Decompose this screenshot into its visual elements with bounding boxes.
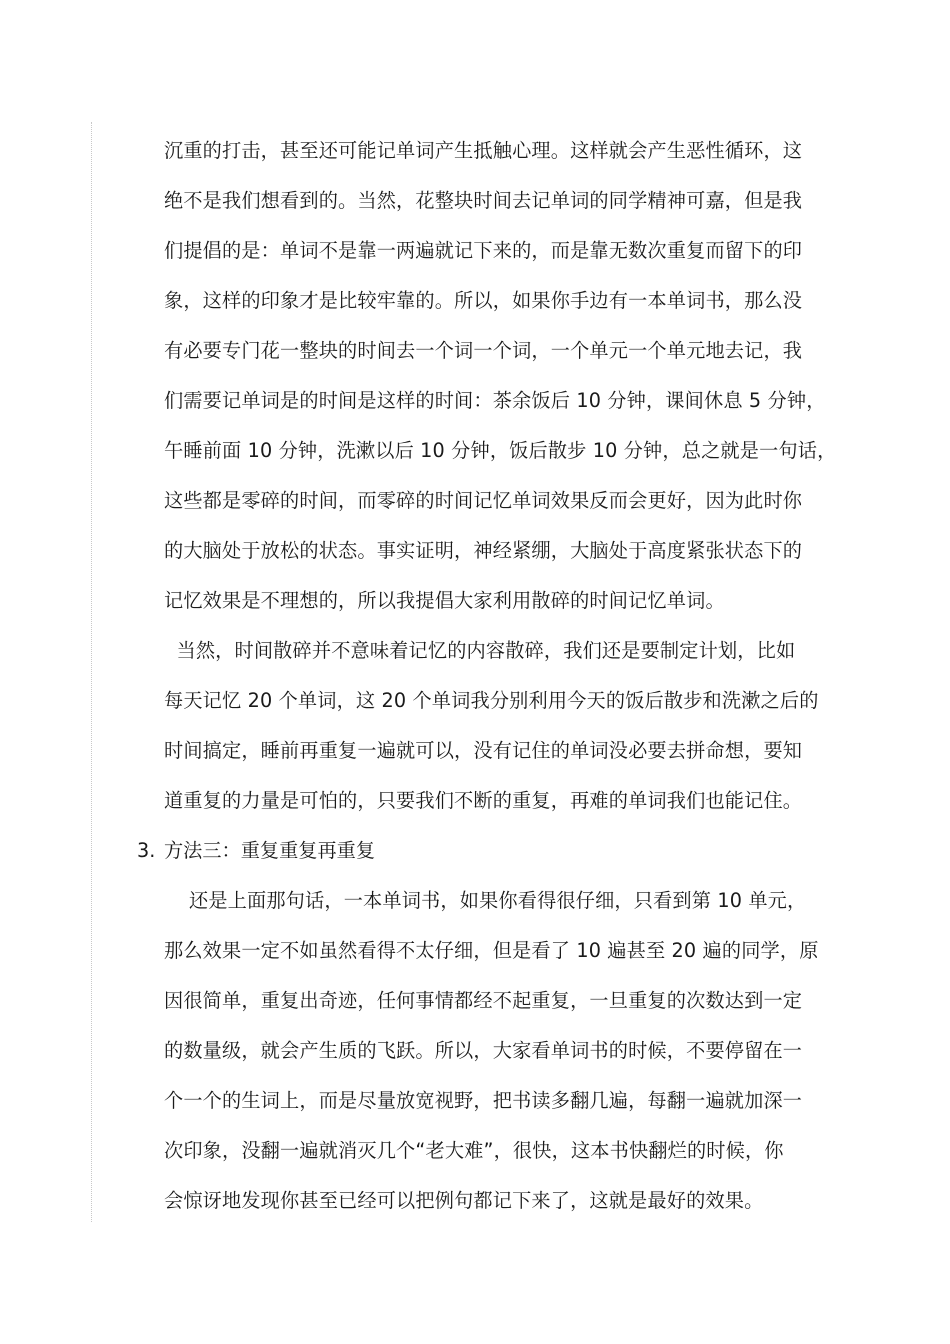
paragraph-line: 这些都是零碎的时间，而零碎的时间记忆单词效果反而会更好，因为此时你 bbox=[164, 489, 803, 512]
paragraph-line: 当然，时间散碎并不意味着记忆的内容散碎，我们还是要制定计划，比如 bbox=[164, 639, 796, 662]
section-heading-method-three bbox=[137, 826, 375, 876]
paragraph-line: 们需要记单词是的时间是这样的时间：茶余饭后 10 分钟，课间休息 5 分钟， bbox=[164, 389, 826, 412]
paragraph-repeat bbox=[164, 876, 824, 1226]
paragraph-line: 午睡前面 10 分钟，洗漱以后 10 分钟，饭后散步 10 分钟，总之就是一句话， bbox=[164, 439, 837, 462]
paragraph-line: 时间搞定，睡前再重复一遍就可以，没有记住的单词没必要去拼命想，要知 bbox=[164, 739, 803, 762]
paragraph-line: 因很简单，重复出奇迹，任何事情都经不起重复，一旦重复的次数达到一定 bbox=[164, 989, 803, 1012]
paragraph-line: 每天记忆 20 个单词，这 20 个单词我分别利用今天的饭后散步和洗漱之后的 bbox=[164, 689, 819, 712]
paragraph-line: 会惊讶地发现你甚至已经可以把例句都记下来了，这就是最好的效果。 bbox=[164, 1189, 764, 1212]
paragraph-line: 记忆效果是不理想的，所以我提倡大家利用散碎的时间记忆单词。 bbox=[164, 589, 725, 612]
paragraph-line: 们提倡的是：单词不是靠一两遍就记下来的，而是靠无数次重复而留下的印 bbox=[164, 239, 803, 262]
paragraph-line: 道重复的力量是可怕的，只要我们不断的重复，再难的单词我们也能记住。 bbox=[164, 789, 803, 812]
margin-guide-line bbox=[91, 122, 92, 1222]
paragraph-make-plan bbox=[164, 626, 824, 826]
paragraph-line: 绝不是我们想看到的。当然，花整块时间去记单词的同学精神可嘉，但是我 bbox=[164, 189, 803, 212]
paragraph-line: 象，这样的印象才是比较牢靠的。所以，如果你手边有一本单词书，那么没 bbox=[164, 289, 803, 312]
paragraph-line: 沉重的打击，甚至还可能记单词产生抵触心理。这样就会产生恶性循环，这 bbox=[164, 139, 803, 162]
paragraph-line: 的大脑处于放松的状态。事实证明，神经紧绷，大脑处于高度紧张状态下的 bbox=[164, 539, 803, 562]
paragraph-line: 还是上面那句话，一本单词书，如果你看得很仔细，只看到第 10 单元， bbox=[164, 889, 807, 912]
paragraph-line: 个一个的生词上，而是尽量放宽视野，把书读多翻几遍，每翻一遍就加深一 bbox=[164, 1089, 803, 1112]
paragraph-line: 的数量级，就会产生质的飞跃。所以，大家看单词书的时候，不要停留在一 bbox=[164, 1039, 803, 1062]
paragraph-line: 那么效果一定不如虽然看得不太仔细，但是看了 10 遍甚至 20 遍的同学，原 bbox=[164, 939, 819, 962]
heading-text: 方法三：重复重复再重复 bbox=[164, 839, 376, 862]
list-number: 3. bbox=[137, 839, 156, 862]
paragraph-line: 有必要专门花一整块的时间去一个词一个词，一个单元一个单元地去记，我 bbox=[164, 339, 803, 362]
paragraph-zero-time bbox=[164, 126, 837, 626]
paragraph-line: 次印象，没翻一遍就消灭几个“老大难”，很快，这本书快翻烂的时候，你 bbox=[164, 1139, 784, 1162]
